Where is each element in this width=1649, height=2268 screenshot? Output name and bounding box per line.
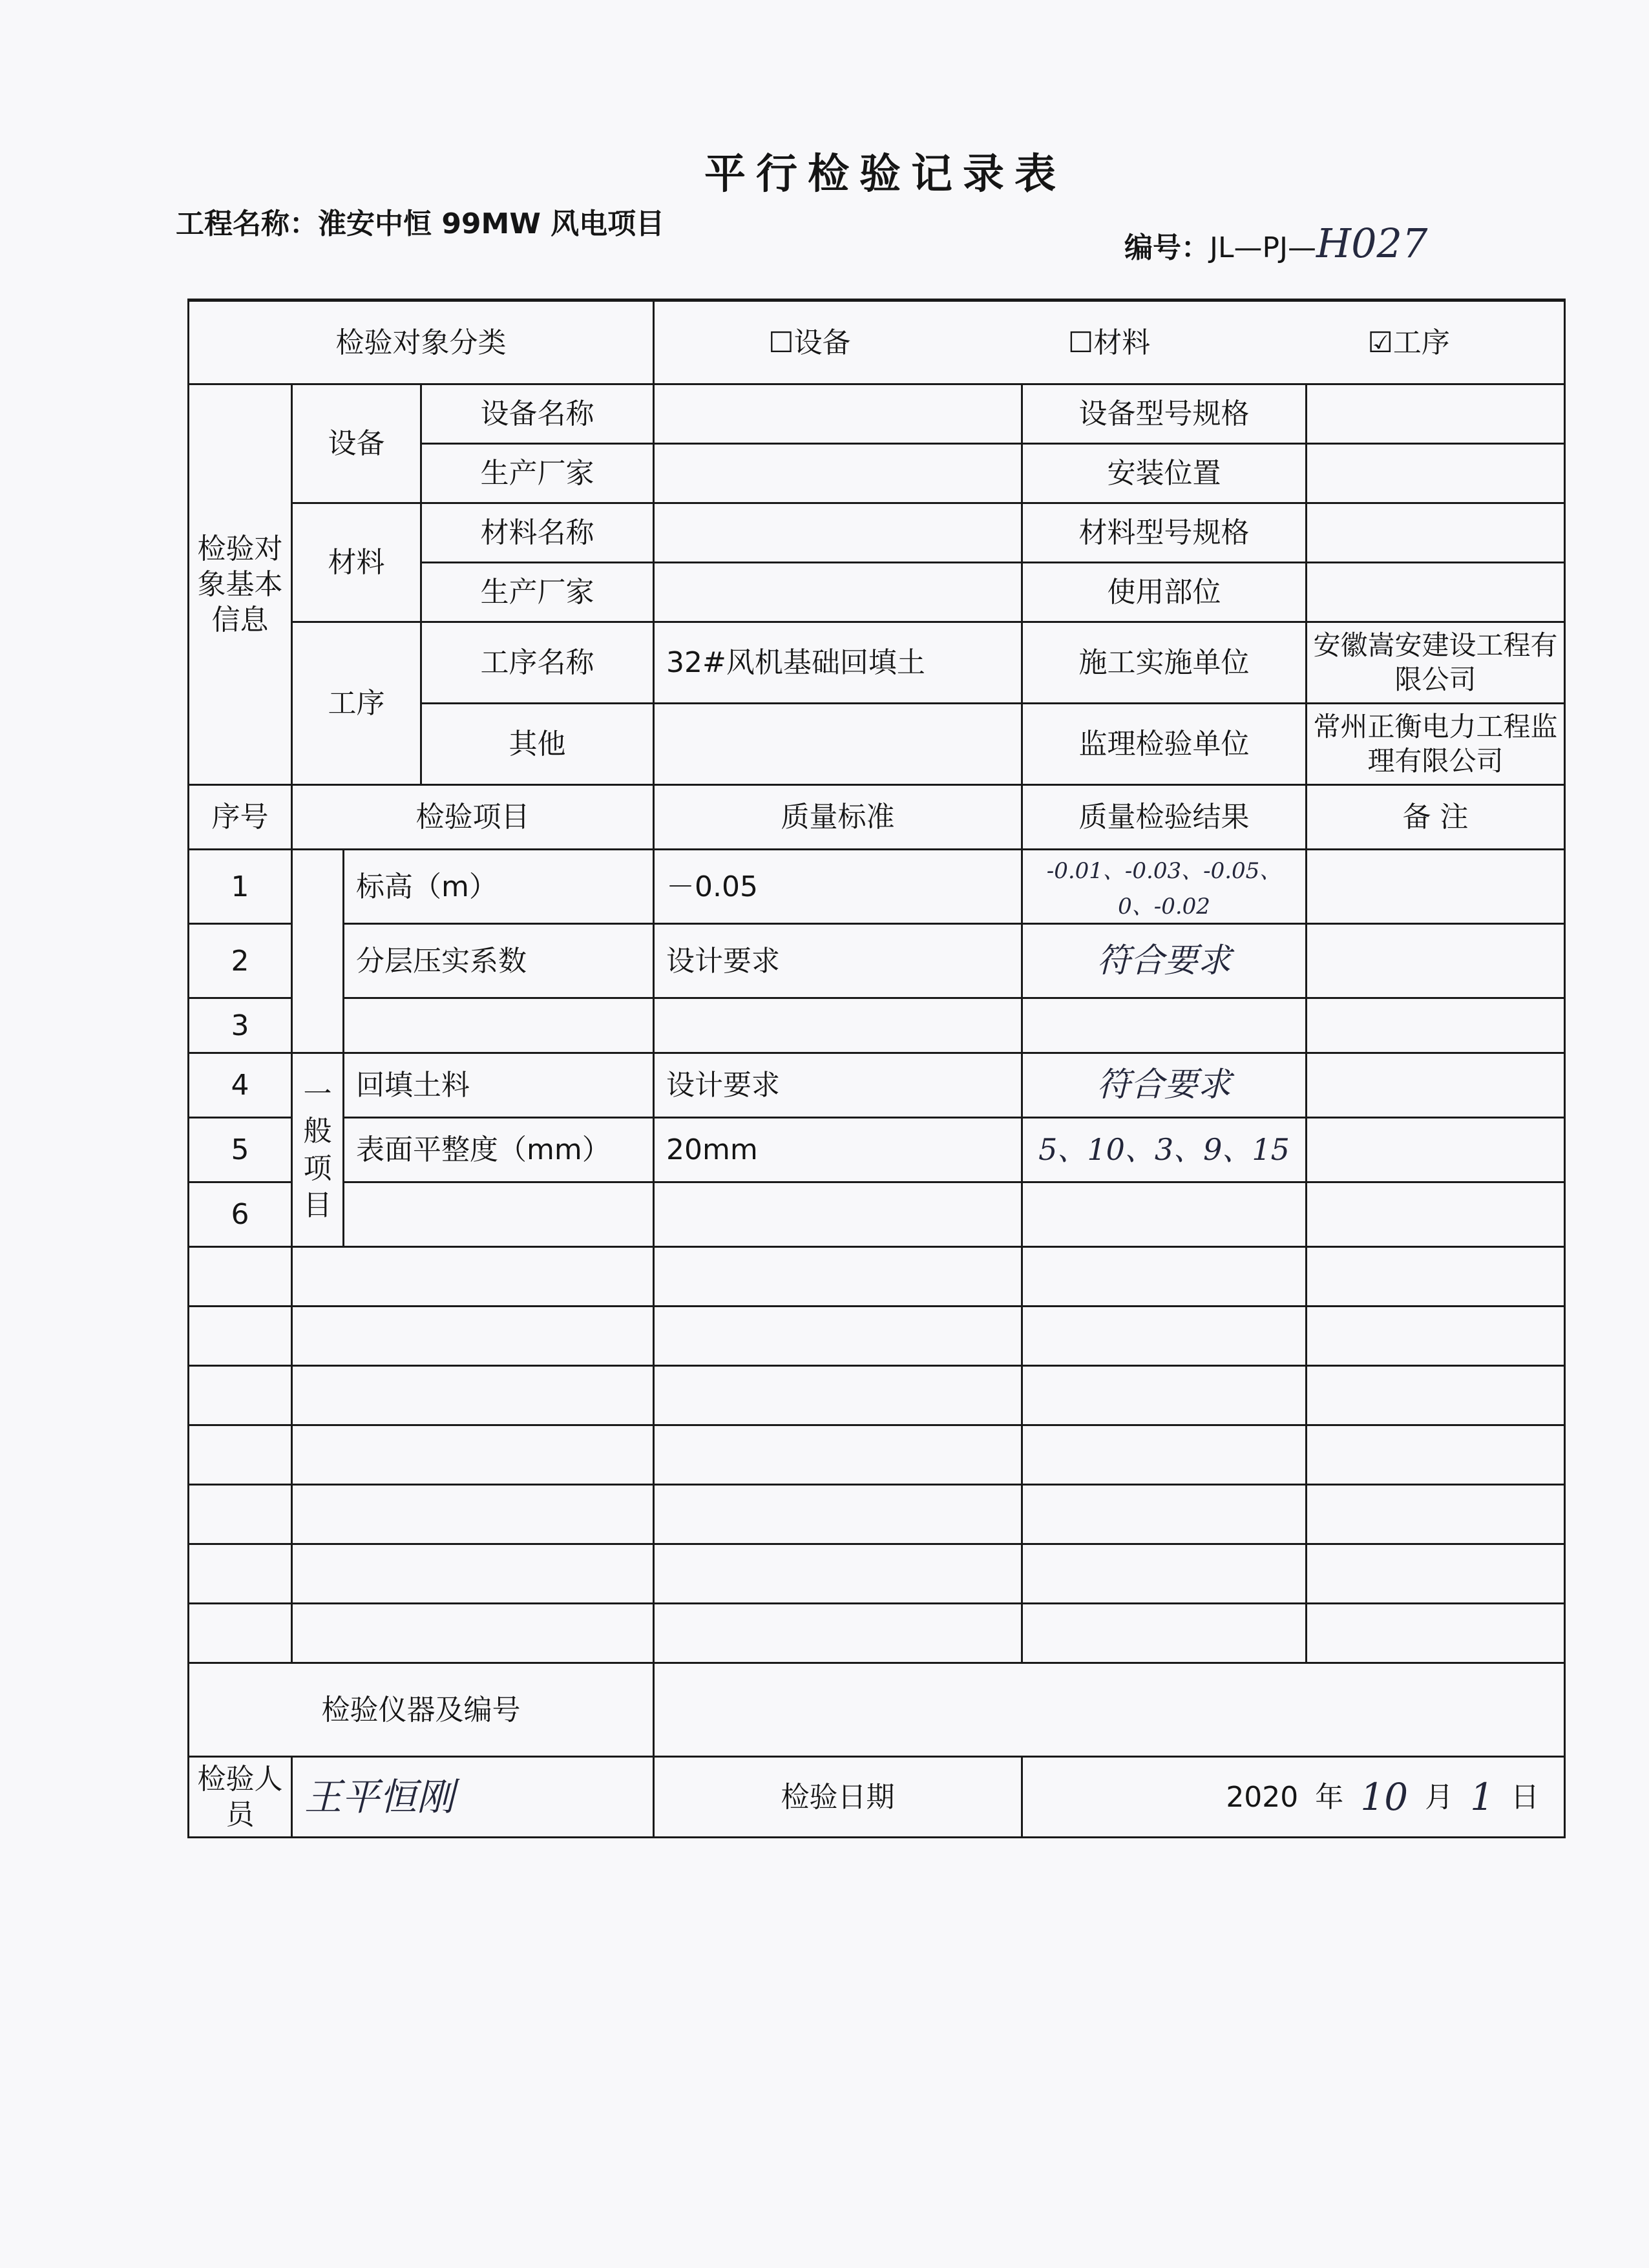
equipment-model-label: 设备型号规格 <box>1022 384 1307 444</box>
instrument-label: 检验仪器及编号 <box>189 1663 654 1757</box>
header-standard: 质量标准 <box>654 785 1022 850</box>
item-result[interactable] <box>1022 998 1307 1053</box>
header-item: 检验项目 <box>292 785 654 850</box>
category-label: 检验对象分类 <box>189 300 654 384</box>
material-maker-label: 生产厂家 <box>421 563 654 622</box>
table-row <box>189 1053 1565 1118</box>
date-label: 检验日期 <box>654 1757 1022 1838</box>
item-remark[interactable] <box>1307 1182 1565 1247</box>
group-material: 材料 <box>292 503 421 622</box>
item-standard: －0.05 <box>654 850 1022 924</box>
item-result[interactable]: 5、10、3、9、15 <box>1022 1118 1307 1182</box>
instrument-row <box>189 1663 1565 1757</box>
item-name: 标高（m） <box>344 850 654 924</box>
item-seq: 5 <box>189 1118 292 1182</box>
inspector-label: 检验人员 <box>189 1757 292 1838</box>
project-line <box>176 200 664 242</box>
doc-code <box>1124 220 1427 267</box>
date-day: 1 <box>1470 1774 1495 1819</box>
constructor-label: 施工实施单位 <box>1022 622 1307 704</box>
material-name-label: 材料名称 <box>421 503 654 563</box>
material-model-label: 材料型号规格 <box>1022 503 1307 563</box>
item-seq: 1 <box>189 850 292 924</box>
empty-row <box>189 1544 1565 1604</box>
general-items-label: 一般项目 <box>292 1053 344 1247</box>
checkbox-checked-icon: ☑ <box>1367 326 1393 359</box>
item-remark[interactable] <box>1307 1118 1565 1182</box>
table-row <box>189 1118 1565 1182</box>
item-seq: 6 <box>189 1182 292 1247</box>
category-option-equipment[interactable]: ☐设备 <box>768 326 851 359</box>
item-name: 分层压实系数 <box>344 924 654 998</box>
constructor-value[interactable]: 安徽嵩安建设工程有限公司 <box>1307 622 1565 704</box>
item-seq: 3 <box>189 998 292 1053</box>
project-name: 淮安中恒 99MW 风电项目 <box>318 207 665 240</box>
code-handwritten: H027 <box>1316 220 1428 267</box>
table-row <box>189 850 1565 924</box>
item-name <box>344 1182 654 1247</box>
equipment-name-value[interactable] <box>654 384 1022 444</box>
item-remark[interactable] <box>1307 924 1565 998</box>
code-prefix: JL—PJ— <box>1210 231 1316 264</box>
inspection-table <box>187 299 1566 1838</box>
empty-row <box>189 1307 1565 1366</box>
item-name: 表面平整度（mm） <box>344 1118 654 1182</box>
equipment-name-label: 设备名称 <box>421 384 654 444</box>
checkbox-icon: ☐ <box>1067 326 1094 359</box>
date-month: 10 <box>1360 1774 1409 1819</box>
supervisor-value[interactable]: 常州正衡电力工程监理有限公司 <box>1307 704 1565 785</box>
item-standard: 设计要求 <box>654 1053 1022 1118</box>
code-label: 编号： <box>1124 231 1210 264</box>
item-remark[interactable] <box>1307 998 1565 1053</box>
item-name: 回填土料 <box>344 1053 654 1118</box>
equipment-maker-label: 生产厂家 <box>421 444 654 503</box>
inspector-row <box>189 1757 1565 1838</box>
table-row <box>189 924 1565 998</box>
item-standard <box>654 1182 1022 1247</box>
item-standard: 设计要求 <box>654 924 1022 998</box>
material-maker-value[interactable] <box>654 563 1022 622</box>
item-seq: 2 <box>189 924 292 998</box>
use-part-label: 使用部位 <box>1022 563 1307 622</box>
group-process: 工序 <box>292 622 421 785</box>
item-name <box>344 998 654 1053</box>
date-month-unit: 月 <box>1425 1780 1454 1814</box>
group-equipment: 设备 <box>292 384 421 503</box>
empty-row <box>189 1604 1565 1663</box>
equipment-maker-value[interactable] <box>654 444 1022 503</box>
item-group-blank <box>292 850 344 1053</box>
category-row <box>189 300 1565 384</box>
install-location-label: 安装位置 <box>1022 444 1307 503</box>
item-standard: 20mm <box>654 1118 1022 1182</box>
supervisor-label: 监理检验单位 <box>1022 704 1307 785</box>
empty-row <box>189 1485 1565 1544</box>
other-value[interactable] <box>654 704 1022 785</box>
checkbox-icon: ☐ <box>768 326 794 359</box>
date-year-unit: 年 <box>1315 1780 1344 1814</box>
category-option-process[interactable]: ☑工序 <box>1367 326 1450 359</box>
empty-row <box>189 1425 1565 1485</box>
install-location-value[interactable] <box>1307 444 1565 503</box>
date-day-unit: 日 <box>1511 1780 1540 1814</box>
other-label: 其他 <box>421 704 654 785</box>
item-remark[interactable] <box>1307 850 1565 924</box>
equipment-model-value[interactable] <box>1307 384 1565 444</box>
project-label: 工程名称： <box>176 207 318 240</box>
item-seq: 4 <box>189 1053 292 1118</box>
header-result: 质量检验结果 <box>1022 785 1307 850</box>
item-result[interactable]: 符合要求 <box>1022 1053 1307 1118</box>
process-name-label: 工序名称 <box>421 622 654 704</box>
items-header-row <box>189 785 1565 850</box>
date-value[interactable] <box>1022 1757 1565 1838</box>
table-row <box>189 1182 1565 1247</box>
date-year: 2020 <box>1226 1780 1299 1814</box>
material-name-value[interactable] <box>654 503 1022 563</box>
process-name-value[interactable]: 32#风机基础回填土 <box>654 622 1022 704</box>
form-title: 平行检验记录表 <box>704 151 1066 198</box>
item-standard <box>654 998 1022 1053</box>
basic-info-label: 检验对象基本信息 <box>189 384 292 785</box>
table-row <box>189 998 1565 1053</box>
item-result[interactable]: -0.01、-0.03、-0.05、0、-0.02 <box>1022 850 1307 924</box>
use-part-value[interactable] <box>1307 563 1565 622</box>
item-remark[interactable] <box>1307 1053 1565 1118</box>
header-remark: 备 注 <box>1307 785 1565 850</box>
empty-row <box>189 1366 1565 1425</box>
material-model-value[interactable] <box>1307 503 1565 563</box>
category-option-material[interactable]: ☐材料 <box>1067 326 1151 359</box>
header-seq: 序号 <box>189 785 292 850</box>
empty-row <box>189 1247 1565 1307</box>
instrument-value[interactable] <box>654 1663 1565 1757</box>
category-options <box>654 300 1565 384</box>
inspector-signature[interactable]: 王平恒刚 <box>292 1757 654 1838</box>
item-result[interactable]: 符合要求 <box>1022 924 1307 998</box>
item-result[interactable] <box>1022 1182 1307 1247</box>
